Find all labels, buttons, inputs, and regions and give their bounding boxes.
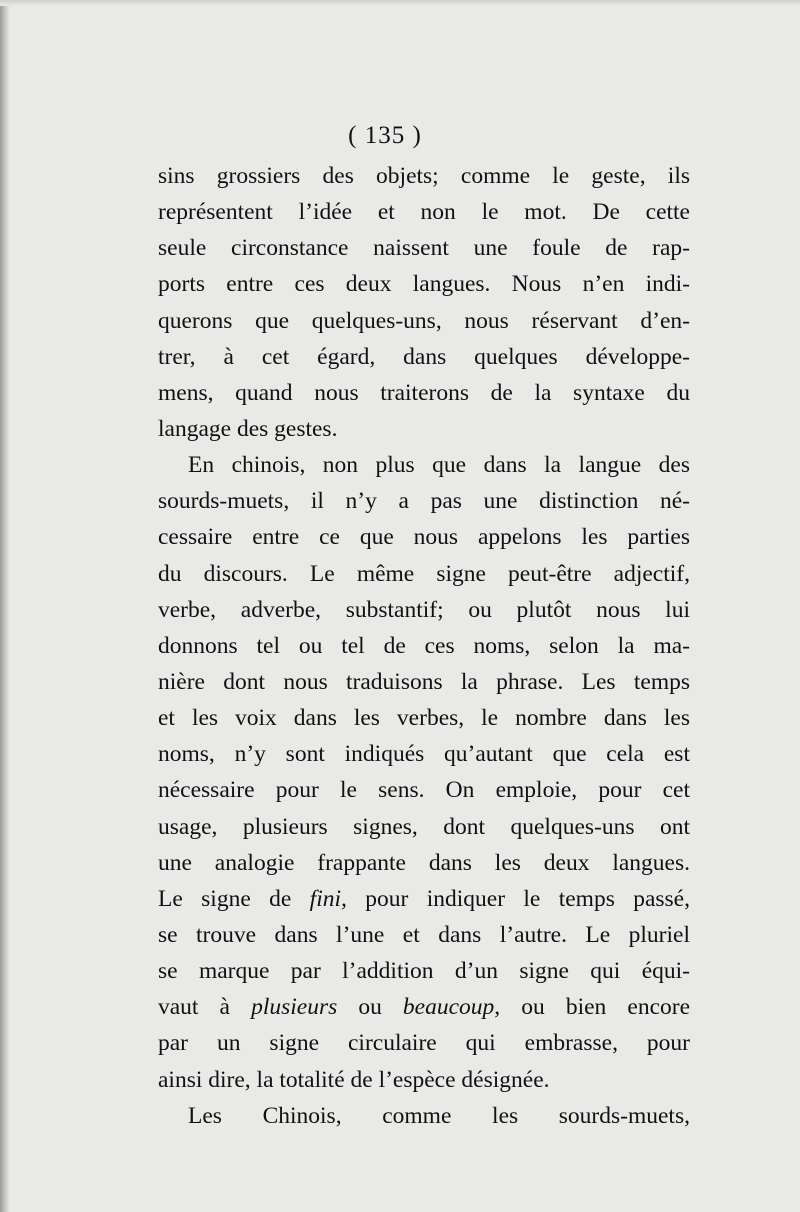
- text-line: cessaire entre ce que nous appelons les parties: [158, 524, 690, 551]
- text-line: sourds-muets, il n’y a pas une distinction né-: [158, 488, 690, 515]
- text-run: ou: [337, 994, 403, 1021]
- text-line: verbe, adverbe, substantif; ou plutôt nous lui: [158, 596, 690, 623]
- text-line: noms, n’y sont indiqués qu’autant que cela est: [158, 741, 690, 768]
- page-edge-shadow: [0, 0, 10, 1212]
- text-line-with-italic: [158, 989, 690, 1025]
- text-line: se trouve dans l’une et dans l’autre. Le pluriel: [158, 921, 690, 948]
- text-line: par un signe circulaire qui embrasse, pour: [158, 1030, 690, 1057]
- page-top-shadow: [0, 0, 800, 6]
- text-line: nière dont nous traduisons la phrase. Les temps: [158, 668, 690, 695]
- text-line-with-italic: [158, 881, 690, 917]
- text-run: vaut à: [158, 994, 252, 1021]
- text-line: ports entre ces deux langues. Nous n’en indi-: [158, 271, 690, 298]
- italic-term: fini,: [309, 885, 347, 912]
- paragraph-start-line: Les Chinois, comme les sourds-muets,: [188, 1102, 690, 1129]
- text-line: et les voix dans les verbes, le nombre dans les: [158, 705, 690, 732]
- text-run: pour indiquer le temps passé,: [346, 885, 690, 912]
- text-line: se marque par l’addition d’un signe qui équi-: [158, 958, 690, 985]
- text-line: sins grossiers des objets; comme le geste, ils: [158, 163, 690, 189]
- text-line: mens, quand nous traiterons de la syntaxe du: [158, 379, 690, 406]
- text-run: Le signe de: [158, 885, 310, 912]
- italic-term: beaucoup,: [402, 994, 501, 1021]
- text-line: du discours. Le même signe peut-être adjectif,: [158, 560, 690, 587]
- page-number: ( 135 ): [348, 122, 422, 149]
- text-line: seule circonstance naissent une foule de rap-: [158, 235, 690, 262]
- text-run: ou bien encore: [500, 994, 691, 1021]
- paragraph-end-line: langage des gestes.: [158, 415, 338, 442]
- text-line: nécessaire pour le sens. On emploie, pour cet: [158, 777, 690, 804]
- text-line: trer, à cet égard, dans quelques développe-: [158, 343, 690, 370]
- text-line: querons que quelques-uns, nous réservant d’en-: [158, 307, 690, 334]
- paragraph-end-line: ainsi dire, la totalité de l’espèce désignée.: [158, 1066, 550, 1093]
- text-line: donnons tel ou tel de ces noms, selon la ma-: [158, 632, 690, 659]
- text-line: représentent l’idée et non le mot. De cette: [158, 199, 690, 226]
- paragraph-start-line: En chinois, non plus que dans la langue des: [188, 452, 690, 479]
- italic-term: plusieurs: [251, 994, 338, 1021]
- body-text: [158, 158, 690, 1134]
- text-line: usage, plusieurs signes, dont quelques-uns ont: [158, 813, 690, 840]
- text-line: une analogie frappante dans les deux langues.: [158, 849, 690, 876]
